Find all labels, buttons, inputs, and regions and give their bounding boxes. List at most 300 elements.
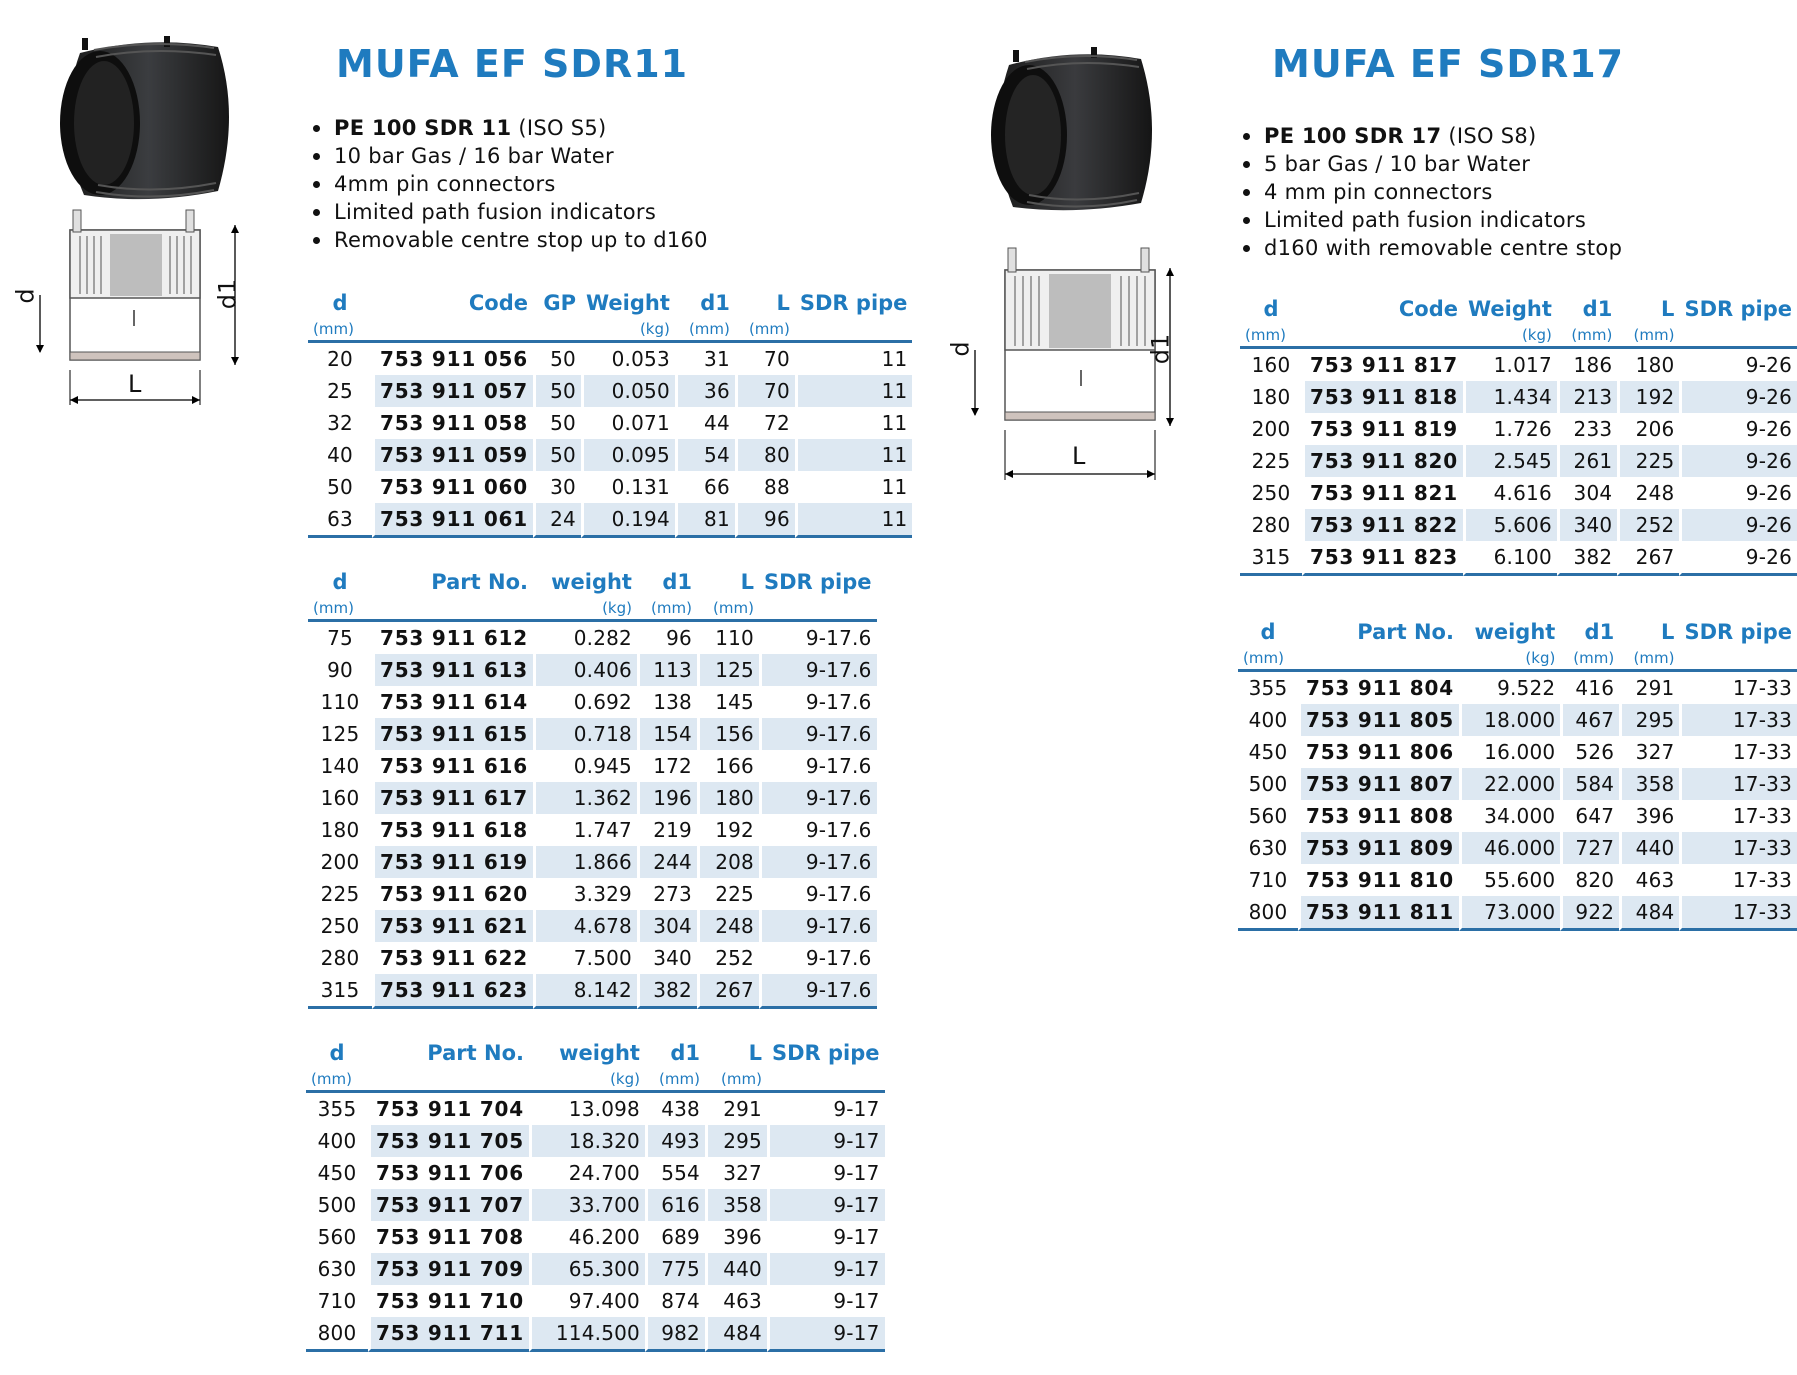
unit-label: (mm) (308, 597, 372, 622)
table-cell: 110 (320, 690, 360, 714)
table-cell: 358 (1619, 768, 1679, 800)
table-cell: 616 (645, 1189, 705, 1221)
column-header: weight (1474, 620, 1556, 644)
table-row (308, 910, 877, 942)
table-cell: 11 (795, 343, 913, 375)
table-row (1240, 413, 1797, 445)
table-cell: 20 (327, 347, 353, 371)
table-cell: 138 (637, 686, 697, 718)
sdr11-product-photo (54, 35, 244, 205)
table-row (1238, 832, 1797, 864)
table-row (1240, 349, 1797, 381)
table-cell: 219 (637, 814, 697, 846)
part-number-cell: 753 911 058 (372, 407, 533, 439)
part-number-cell: 753 911 820 (1302, 445, 1463, 477)
table-cell: 400 (317, 1129, 357, 1153)
table-cell: 225 (1251, 449, 1291, 473)
table-cell: 9-17 (767, 1317, 885, 1352)
sdr17-feature-list (1240, 122, 1622, 262)
column-header: Code (468, 291, 528, 315)
sdr17-title: MUFA EF SDR17 (1272, 42, 1625, 86)
table-cell: 46.000 (1459, 832, 1560, 864)
column-header: d (1260, 620, 1276, 644)
table-cell: 874 (645, 1285, 705, 1317)
unit-label: (mm) (645, 1068, 705, 1093)
part-number-cell: 753 911 622 (372, 942, 533, 974)
table-cell: 267 (1617, 541, 1679, 576)
sdr11-dimension-diagram (10, 200, 250, 415)
table-cell: 1.726 (1463, 413, 1557, 445)
table-cell: 18.000 (1459, 704, 1560, 736)
part-number-cell: 753 911 615 (372, 718, 533, 750)
table-cell: 280 (1251, 513, 1291, 537)
table-cell: 225 (697, 878, 759, 910)
table-cell: 81 (675, 503, 735, 538)
table-cell: 140 (320, 754, 360, 778)
table-cell: 206 (1617, 413, 1679, 445)
unit-label: (mm) (697, 597, 759, 622)
part-number-cell: 753 911 822 (1302, 509, 1463, 541)
table-cell: 440 (705, 1253, 767, 1285)
table-row (308, 846, 877, 878)
table-header-row (308, 288, 912, 318)
table-cell: 73.000 (1459, 896, 1560, 931)
table-cell: 80 (735, 439, 795, 471)
part-number-cell: 753 911 060 (372, 471, 533, 503)
table-cell: 180 (697, 782, 759, 814)
table-cell: 9.522 (1459, 672, 1560, 704)
table-cell: 280 (320, 946, 360, 970)
table-cell: 17-33 (1679, 800, 1797, 832)
table-cell: 0.718 (533, 718, 637, 750)
table-cell: 9-17.6 (759, 750, 877, 782)
table-cell: 382 (637, 974, 697, 1009)
part-number-cell: 753 911 819 (1302, 413, 1463, 445)
table-cell: 304 (1557, 477, 1617, 509)
table-cell: 9-17.6 (759, 846, 877, 878)
table-cell: 9-26 (1679, 541, 1797, 576)
table-cell: 55.600 (1459, 864, 1560, 896)
table-cell: 125 (697, 654, 759, 686)
table-cell: 689 (645, 1221, 705, 1253)
table-cell: 50 (533, 343, 581, 375)
table-cell: 484 (705, 1317, 767, 1352)
table-cell: 24 (533, 503, 581, 538)
table-cell: 291 (705, 1093, 767, 1125)
unit-label (759, 597, 877, 622)
table-cell: 710 (1248, 868, 1288, 892)
table-cell: 9-26 (1679, 413, 1797, 445)
column-header: L (740, 570, 754, 594)
unit-label: (mm) (637, 597, 697, 622)
table-row (1238, 672, 1797, 704)
table-row (308, 878, 877, 910)
table-row (308, 622, 877, 654)
part-number-cell: 753 911 817 (1302, 349, 1463, 381)
part-number-cell: 753 911 623 (372, 974, 533, 1009)
d1-dimension-label: d1 (213, 278, 242, 310)
table-cell: 400 (1248, 708, 1288, 732)
column-header: d (332, 291, 348, 315)
table-row (306, 1317, 885, 1352)
table-cell: 160 (320, 786, 360, 810)
column-header: d (1263, 297, 1279, 321)
table-row (308, 686, 877, 718)
table-cell: 50 (327, 475, 353, 499)
column-header: d1 (700, 291, 730, 315)
column-header: weight (551, 570, 632, 594)
table-cell: 96 (735, 503, 795, 538)
table-cell: 11 (795, 471, 913, 503)
table-cell: 97.400 (529, 1285, 645, 1317)
unit-label: (kg) (581, 318, 675, 343)
unit-label (1298, 647, 1459, 672)
table-cell: 145 (697, 686, 759, 718)
table-cell: 315 (308, 974, 372, 1009)
unit-label: (mm) (1557, 324, 1617, 349)
table-cell: 225 (320, 882, 360, 906)
table-cell: 200 (320, 850, 360, 874)
table-cell: 50 (533, 375, 581, 407)
table-cell: 315 (1240, 541, 1302, 576)
table-cell: 113 (637, 654, 697, 686)
table-cell: 630 (317, 1257, 357, 1281)
column-header: d1 (1584, 620, 1615, 644)
table-cell: 500 (1248, 772, 1288, 796)
table-cell: 9-17 (767, 1221, 885, 1253)
sdr11-table-medium (308, 567, 877, 1009)
feature-item: Removable centre stop up to d160 (310, 226, 708, 254)
table-cell: 31 (675, 343, 735, 375)
feature-item: 10 bar Gas / 16 bar Water (310, 142, 708, 170)
feature-item: 4 mm pin connectors (1240, 178, 1622, 206)
part-number-cell: 753 911 620 (372, 878, 533, 910)
column-header: SDR pipe (1684, 297, 1792, 321)
table-cell: 340 (1557, 509, 1617, 541)
table-cell: 727 (1560, 832, 1619, 864)
table-cell: 1.017 (1463, 349, 1557, 381)
table-cell: 17-33 (1679, 672, 1797, 704)
column-header: Weight (585, 291, 670, 315)
unit-label: (mm) (1619, 647, 1679, 672)
table-cell: 11 (795, 439, 913, 471)
part-number-cell: 753 911 705 (368, 1125, 529, 1157)
table-cell: 922 (1560, 896, 1619, 931)
table-cell: 484 (1619, 896, 1679, 931)
table-cell: 110 (697, 622, 759, 654)
unit-label: (mm) (1240, 324, 1302, 349)
table-cell: 16.000 (1459, 736, 1560, 768)
table-cell: 72 (735, 407, 795, 439)
table-cell: 18.320 (529, 1125, 645, 1157)
table-cell: 2.545 (1463, 445, 1557, 477)
table-cell: 252 (697, 942, 759, 974)
part-number-cell: 753 911 807 (1298, 768, 1459, 800)
table-cell: 463 (1619, 864, 1679, 896)
feature-item: 5 bar Gas / 10 bar Water (1240, 150, 1622, 178)
part-number-cell: 753 911 809 (1298, 832, 1459, 864)
table-row (1240, 477, 1797, 509)
sdr11-title: MUFA EF SDR11 (336, 42, 689, 86)
table-cell: 50 (533, 407, 581, 439)
table-row (1240, 509, 1797, 541)
table-cell: 982 (645, 1317, 705, 1352)
part-number-cell: 753 911 707 (368, 1189, 529, 1221)
table-units-row (1238, 647, 1797, 672)
table-cell: 9-17 (767, 1093, 885, 1125)
table-cell: 438 (645, 1093, 705, 1125)
column-header: L (1661, 297, 1675, 321)
table-cell: 17-33 (1679, 864, 1797, 896)
table-cell: 0.194 (581, 503, 675, 538)
table-row (1240, 445, 1797, 477)
table-cell: 11 (795, 375, 913, 407)
d-dimension-label: d (11, 288, 40, 304)
table-cell: 244 (637, 846, 697, 878)
column-header: L (1661, 620, 1675, 644)
unit-label: (mm) (675, 318, 735, 343)
table-cell: 40 (327, 443, 353, 467)
table-cell: 33.700 (529, 1189, 645, 1221)
table-cell: 584 (1560, 768, 1619, 800)
table-cell: 250 (320, 914, 360, 938)
table-row (308, 750, 877, 782)
table-cell: 75 (327, 626, 353, 650)
part-number-cell: 753 911 706 (368, 1157, 529, 1189)
table-cell: 63 (308, 503, 372, 538)
table-cell: 493 (645, 1125, 705, 1157)
table-units-row (308, 597, 877, 622)
table-cell: 248 (1617, 477, 1679, 509)
table-cell: 180 (1617, 349, 1679, 381)
table-row (308, 343, 912, 375)
table-cell: 710 (317, 1289, 357, 1313)
part-number-cell: 753 911 808 (1298, 800, 1459, 832)
table-cell: 1.434 (1463, 381, 1557, 413)
table-cell: 9-17.6 (759, 942, 877, 974)
table-cell: 9-17.6 (759, 974, 877, 1009)
column-header: SDR pipe (771, 1041, 880, 1065)
table-cell: 32 (327, 411, 353, 435)
table-cell: 9-26 (1679, 445, 1797, 477)
table-cell: 180 (320, 818, 360, 842)
table-cell: 192 (1617, 381, 1679, 413)
table-cell: 24.700 (529, 1157, 645, 1189)
table-cell: 1.362 (533, 782, 637, 814)
table-cell: 1.747 (533, 814, 637, 846)
unit-label: (kg) (529, 1068, 645, 1093)
table-cell: 450 (1248, 740, 1288, 764)
table-cell: 34.000 (1459, 800, 1560, 832)
table-cell: 440 (1619, 832, 1679, 864)
column-header: d1 (670, 1041, 700, 1065)
part-number-cell: 753 911 806 (1298, 736, 1459, 768)
unit-label (1679, 324, 1797, 349)
table-cell: 0.053 (581, 343, 675, 375)
table-header-row (308, 567, 877, 597)
unit-label: (kg) (1459, 647, 1560, 672)
table-cell: 0.095 (581, 439, 675, 471)
unit-label: (mm) (308, 318, 372, 343)
table-cell: 154 (637, 718, 697, 750)
feature-item: Limited path fusion indicators (310, 198, 708, 226)
table-cell: 0.692 (533, 686, 637, 718)
column-header: Part No. (431, 570, 528, 594)
d-dimension-label: d (946, 341, 975, 357)
table-cell: 233 (1557, 413, 1617, 445)
unit-label (1679, 647, 1797, 672)
table-row (1238, 736, 1797, 768)
table-cell: 358 (705, 1189, 767, 1221)
table-cell: 22.000 (1459, 768, 1560, 800)
unit-label (1302, 324, 1463, 349)
part-number-cell: 753 911 811 (1298, 896, 1459, 931)
column-header: d (329, 1041, 345, 1065)
unit-label: (mm) (705, 1068, 767, 1093)
table-cell: 88 (735, 471, 795, 503)
table-cell: 192 (697, 814, 759, 846)
table-cell: 225 (1617, 445, 1679, 477)
feature-item: PE 100 SDR 11 (ISO S5) (310, 114, 708, 142)
part-number-cell: 753 911 059 (372, 439, 533, 471)
unit-label (795, 318, 913, 343)
part-number-cell: 753 911 614 (372, 686, 533, 718)
table-row (1240, 541, 1797, 576)
table-cell: 4.678 (533, 910, 637, 942)
table-row (308, 503, 912, 538)
table-cell: 9-17 (767, 1157, 885, 1189)
table-row (306, 1221, 885, 1253)
table-cell: 291 (1619, 672, 1679, 704)
table-header-row (1240, 294, 1797, 324)
table-cell: 304 (637, 910, 697, 942)
table-cell: 396 (705, 1221, 767, 1253)
table-row (308, 471, 912, 503)
l-dimension-label: L (1072, 442, 1086, 470)
table-cell: 46.200 (529, 1221, 645, 1253)
table-cell: 9-17 (767, 1253, 885, 1285)
column-header: d1 (662, 570, 692, 594)
table-row (306, 1157, 885, 1189)
table-row (308, 439, 912, 471)
table-cell: 9-26 (1679, 349, 1797, 381)
table-cell: 6.100 (1463, 541, 1557, 576)
unit-label (767, 1068, 885, 1093)
table-cell: 554 (645, 1157, 705, 1189)
table-cell: 160 (1251, 353, 1291, 377)
part-number-cell: 753 911 704 (368, 1093, 529, 1125)
table-cell: 1.866 (533, 846, 637, 878)
part-number-cell: 753 911 618 (372, 814, 533, 846)
part-number-cell: 753 911 056 (372, 343, 533, 375)
part-number-cell: 753 911 616 (372, 750, 533, 782)
table-row (308, 974, 877, 1009)
l-dimension-label: L (128, 370, 142, 398)
table-cell: 9-17.6 (759, 910, 877, 942)
table-cell: 647 (1560, 800, 1619, 832)
table-cell: 800 (306, 1317, 368, 1352)
table-cell: 560 (317, 1225, 357, 1249)
unit-label: (kg) (1463, 324, 1557, 349)
table-row (308, 654, 877, 686)
table-cell: 0.131 (581, 471, 675, 503)
table-cell: 250 (1251, 481, 1291, 505)
table-cell: 416 (1560, 672, 1619, 704)
table-cell: 273 (637, 878, 697, 910)
part-number-cell: 753 911 821 (1302, 477, 1463, 509)
part-number-cell: 753 911 708 (368, 1221, 529, 1253)
table-cell: 396 (1619, 800, 1679, 832)
table-cell: 252 (1617, 509, 1679, 541)
table-cell: 0.406 (533, 654, 637, 686)
part-number-cell: 753 911 619 (372, 846, 533, 878)
table-row (308, 782, 877, 814)
table-cell: 467 (1560, 704, 1619, 736)
table-row (308, 375, 912, 407)
column-header: L (776, 291, 790, 315)
table-units-row (1240, 324, 1797, 349)
unit-label (372, 318, 533, 343)
table-cell: 4.616 (1463, 477, 1557, 509)
table-cell: 172 (637, 750, 697, 782)
table-cell: 355 (1248, 676, 1288, 700)
table-cell: 11 (795, 503, 913, 538)
table-cell: 200 (1251, 417, 1291, 441)
table-cell: 0.071 (581, 407, 675, 439)
column-header: Code (1398, 297, 1458, 321)
column-header: SDR pipe (1684, 620, 1792, 644)
column-header: Weight (1467, 297, 1552, 321)
table-row (308, 407, 912, 439)
column-header: Part No. (1357, 620, 1454, 644)
table-cell: 630 (1248, 836, 1288, 860)
feature-item: 4mm pin connectors (310, 170, 708, 198)
unit-label: (mm) (1617, 324, 1679, 349)
table-cell: 9-17.6 (759, 814, 877, 846)
table-row (1238, 704, 1797, 736)
unit-label: (mm) (735, 318, 795, 343)
table-cell: 9-17 (767, 1189, 885, 1221)
table-cell: 9-26 (1679, 509, 1797, 541)
part-number-cell: 753 911 612 (372, 622, 533, 654)
feature-item: PE 100 SDR 17 (ISO S8) (1240, 122, 1622, 150)
table-cell: 180 (1251, 385, 1291, 409)
unit-label: (kg) (533, 597, 637, 622)
part-number-cell: 753 911 617 (372, 782, 533, 814)
table-cell: 17-33 (1679, 832, 1797, 864)
table-cell: 156 (697, 718, 759, 750)
sdr17-table-large (1238, 617, 1797, 931)
table-cell: 9-26 (1679, 381, 1797, 413)
table-cell: 96 (637, 622, 697, 654)
table-cell: 70 (735, 375, 795, 407)
table-cell: 213 (1557, 381, 1617, 413)
table-cell: 9-17 (767, 1285, 885, 1317)
table-cell: 17-33 (1679, 768, 1797, 800)
table-cell: 208 (697, 846, 759, 878)
column-header: L (748, 1041, 762, 1065)
table-units-row (306, 1068, 885, 1093)
table-row (306, 1189, 885, 1221)
sdr11-table-large (306, 1038, 885, 1352)
table-row (1238, 800, 1797, 832)
feature-item: Limited path fusion indicators (1240, 206, 1622, 234)
unit-label (372, 597, 533, 622)
table-row (306, 1093, 885, 1125)
part-number-cell: 753 911 818 (1302, 381, 1463, 413)
part-number-cell: 753 911 710 (368, 1285, 529, 1317)
sdr17-table-small (1240, 294, 1797, 576)
